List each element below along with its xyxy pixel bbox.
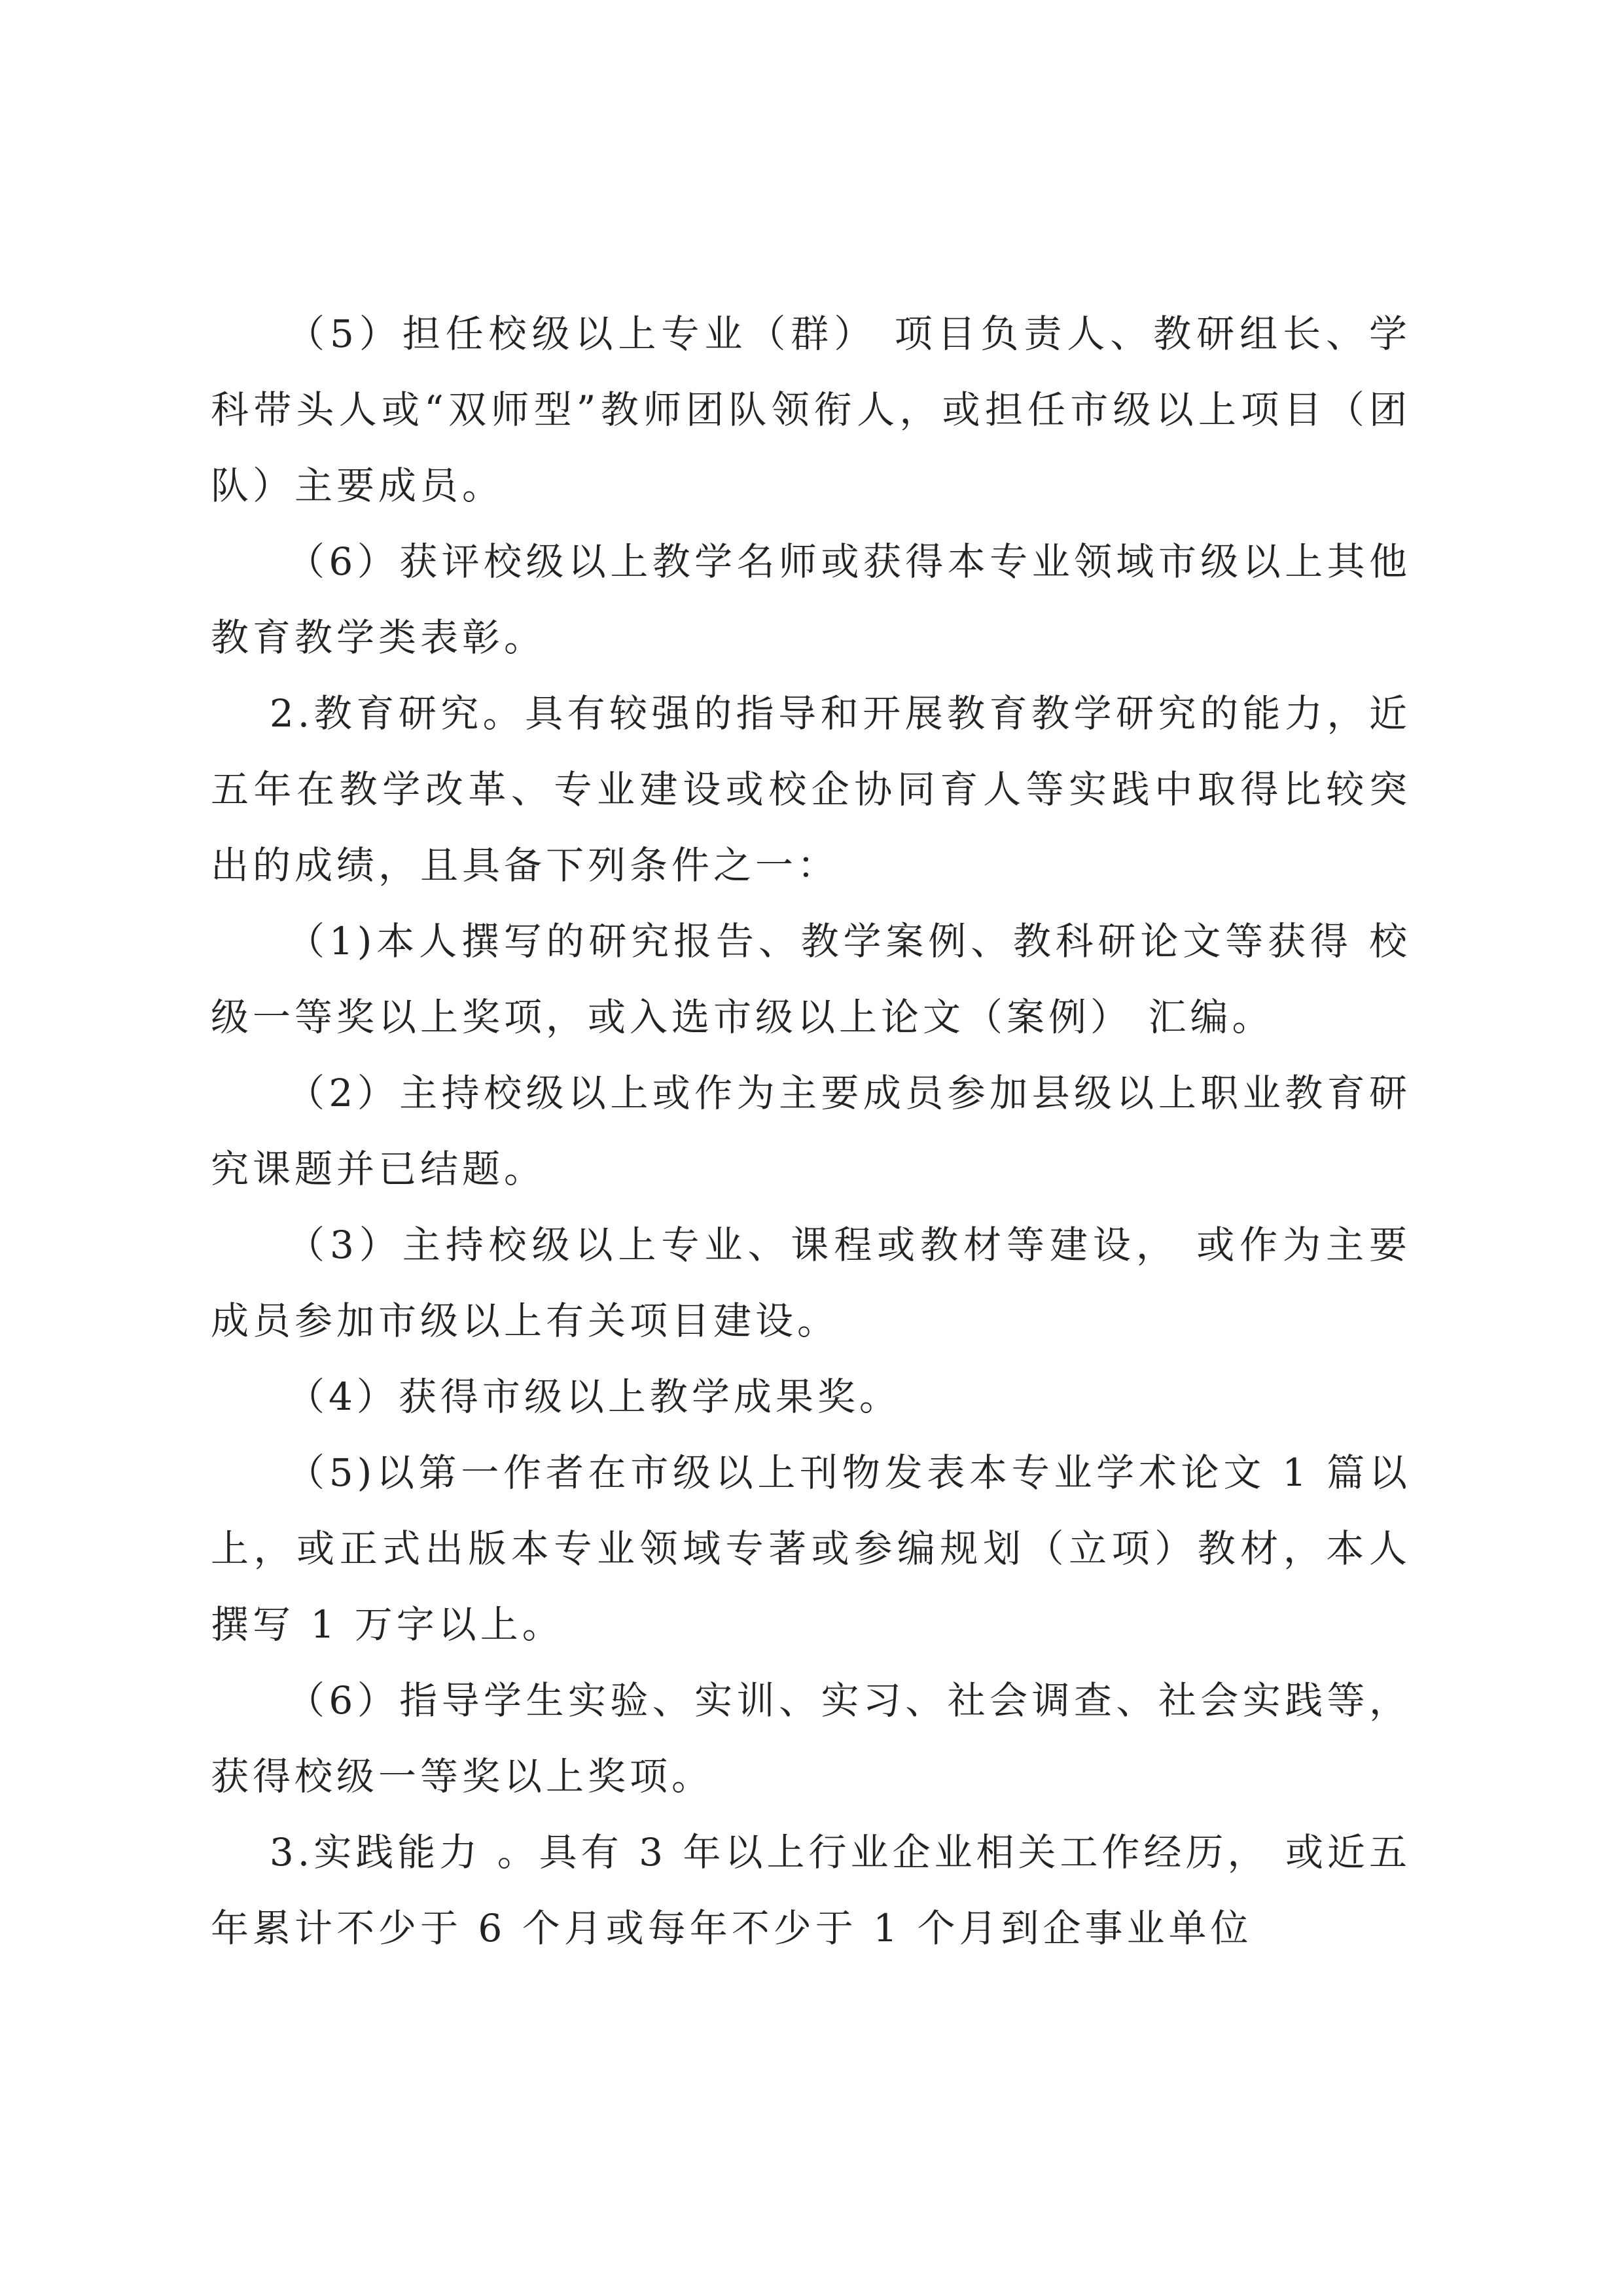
paragraph-2-6-student-guidance: （6）指导学生实验、实训、实习、社会调查、社会实践等，获得校级一等奖以上奖项。 bbox=[211, 1678, 1411, 1799]
document-body bbox=[211, 296, 1411, 1966]
paragraph-2-1-research-report: （1)本人撰写的研究报告、教学案例、教科研论文等获得 校级一等奖以上奖项，或入选市级以上论文（案例） 汇编。 bbox=[211, 919, 1411, 1039]
paragraph-2-2-research-project: （2）主持校级以上或作为主要成员参加县级以上职业教育研究课题并已结题。 bbox=[211, 1071, 1411, 1191]
paragraph-2-3-curriculum-building: （3）主持校级以上专业、课程或教材等建设， 或作为主要成员参加市级以上有关项目建设。 bbox=[211, 1223, 1411, 1343]
paragraph-2-5-publication: （5)以第一作者在市级以上刊物发表本专业学术论文 1 篇以上，或正式出版本专业领域专著或参编规划（立项）教材，本人撰写 1 万字以上。 bbox=[211, 1450, 1411, 1647]
paragraph-1-6-teaching-award: （6）获评校级以上教学名师或获得本专业领域市级以上其他教育教学类表彰。 bbox=[211, 539, 1411, 660]
paragraph-2-education-research: 2.教育研究。具有较强的指导和开展教育教学研究的能力，近五年在教学改革、专业建设或校企协同育人等实践中取得比较突出的成绩，且具备下列条件之一： bbox=[211, 691, 1411, 888]
paragraph-1-5-project-leader: （5）担任校级以上专业（群） 项目负责人、教研组长、学科带头人或“双师型”教师团队领衔人，或担任市级以上项目（团队）主要成员。 bbox=[211, 312, 1411, 508]
paragraph-3-practical-ability: 3.实践能力 。具有 3 年以上行业企业相关工作经历， 或近五 年累计不少于 6 个月或每年不少于 1 个月到企事业单位 bbox=[211, 1830, 1411, 1950]
paragraph-2-4-achievement-award: （4）获得市级以上教学成果奖。 bbox=[287, 1374, 901, 1419]
